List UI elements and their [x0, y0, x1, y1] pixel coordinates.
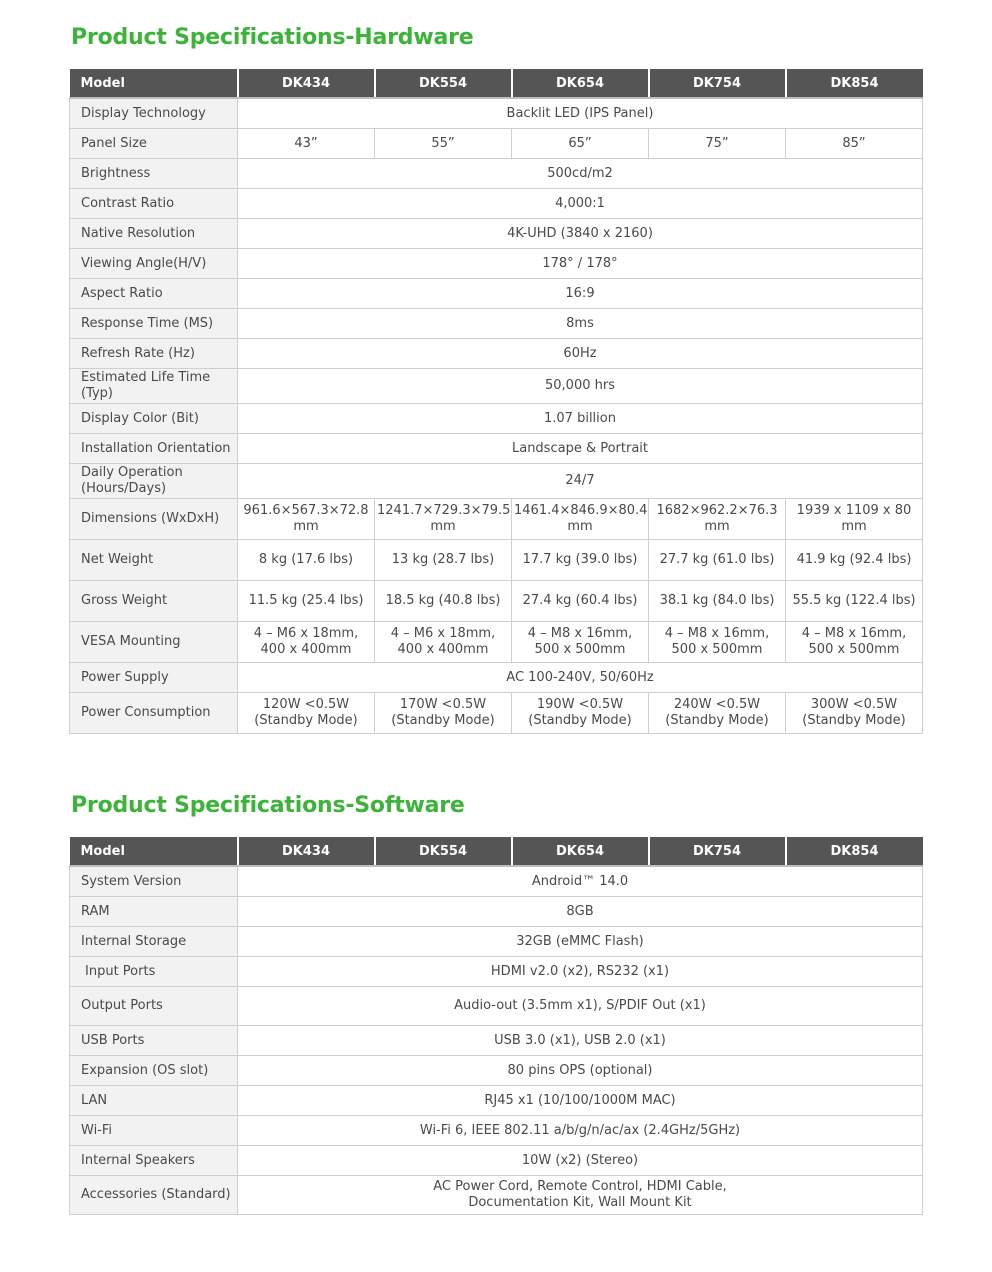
- cell-value: 18.5 kg (40.8 lbs): [375, 581, 512, 622]
- table-row: [70, 957, 923, 987]
- table-row: [70, 1086, 923, 1116]
- row-label: Installation Orientation: [70, 434, 238, 464]
- table-row: [70, 663, 923, 693]
- row-label: RAM: [70, 897, 238, 927]
- table-row: [70, 1146, 923, 1176]
- table-row: [70, 581, 923, 622]
- row-value: HDMI v2.0 (x2), RS232 (x1): [238, 957, 923, 987]
- row-value: 1.07 billion: [238, 404, 923, 434]
- header-dk654: DK654: [512, 837, 649, 866]
- cell-value: 1241.7×729.3×79.5 mm: [375, 499, 512, 540]
- header-model: Model: [70, 69, 238, 98]
- table-row: [70, 897, 923, 927]
- row-label: USB Ports: [70, 1026, 238, 1056]
- row-value: 60Hz: [238, 339, 923, 369]
- row-value: 8ms: [238, 309, 923, 339]
- table-row: [70, 1056, 923, 1086]
- cell-value: 4 – M8 x 16mm, 500 x 500mm: [786, 622, 923, 663]
- header-model: Model: [70, 837, 238, 866]
- row-label: Refresh Rate (Hz): [70, 339, 238, 369]
- row-label: Internal Storage: [70, 927, 238, 957]
- table-row: [70, 1116, 923, 1146]
- cell-value: 27.7 kg (61.0 lbs): [649, 540, 786, 581]
- row-value: 10W (x2) (Stereo): [238, 1146, 923, 1176]
- table-row: [70, 249, 923, 279]
- row-label: Expansion (OS slot): [70, 1056, 238, 1086]
- table-row: [70, 1026, 923, 1056]
- row-value: Wi-Fi 6, IEEE 802.11 a/b/g/n/ac/ax (2.4GHz/5GHz): [238, 1116, 923, 1146]
- row-label: VESA Mounting: [70, 622, 238, 663]
- row-label: Contrast Ratio: [70, 189, 238, 219]
- header-dk434: DK434: [238, 69, 375, 98]
- cell-value: 961.6×567.3×72.8 mm: [238, 499, 375, 540]
- row-value: AC Power Cord, Remote Control, HDMI Cable, Documentation Kit, Wall Mount Kit: [238, 1176, 923, 1215]
- table-row: [70, 369, 923, 404]
- table-row: [70, 866, 923, 897]
- header-dk654: DK654: [512, 69, 649, 98]
- header-dk854: DK854: [786, 837, 923, 866]
- table-row: [70, 464, 923, 499]
- row-label: Display Technology: [70, 98, 238, 129]
- row-label: Output Ports: [70, 987, 238, 1026]
- row-label: Native Resolution: [70, 219, 238, 249]
- table-row: [70, 279, 923, 309]
- header-dk754: DK754: [649, 837, 786, 866]
- cell-value: 13 kg (28.7 lbs): [375, 540, 512, 581]
- cell-value: 43”: [238, 129, 375, 159]
- cell-value: 8 kg (17.6 lbs): [238, 540, 375, 581]
- hardware-table-header: [70, 69, 923, 98]
- row-value: RJ45 x1 (10/100/1000M MAC): [238, 1086, 923, 1116]
- row-label: Dimensions (WxDxH): [70, 499, 238, 540]
- cell-value: 4 – M8 x 16mm, 500 x 500mm: [512, 622, 649, 663]
- row-label: Input Ports: [70, 957, 238, 987]
- header-dk754: DK754: [649, 69, 786, 98]
- cell-value: 240W <0.5W (Standby Mode): [649, 693, 786, 734]
- cell-value: 55.5 kg (122.4 lbs): [786, 581, 923, 622]
- row-label: Panel Size: [70, 129, 238, 159]
- cell-value: 1682×962.2×76.3 mm: [649, 499, 786, 540]
- table-row: [70, 129, 923, 159]
- row-value: Landscape & Portrait: [238, 434, 923, 464]
- cell-value: 27.4 kg (60.4 lbs): [512, 581, 649, 622]
- cell-value: 1939 x 1109 x 80 mm: [786, 499, 923, 540]
- cell-value: 41.9 kg (92.4 lbs): [786, 540, 923, 581]
- row-label: Aspect Ratio: [70, 279, 238, 309]
- row-value: 50,000 hrs: [238, 369, 923, 404]
- table-row: [70, 159, 923, 189]
- row-label: Wi-Fi: [70, 1116, 238, 1146]
- row-label: Net Weight: [70, 540, 238, 581]
- row-value: AC 100-240V, 50/60Hz: [238, 663, 923, 693]
- software-section-title: Product Specifications-Software: [71, 793, 465, 818]
- row-value: 16:9: [238, 279, 923, 309]
- row-value: 24/7: [238, 464, 923, 499]
- row-label: Internal Speakers: [70, 1146, 238, 1176]
- table-row: [70, 693, 923, 734]
- cell-value: 4 – M6 x 18mm, 400 x 400mm: [375, 622, 512, 663]
- row-label: Gross Weight: [70, 581, 238, 622]
- row-value: 80 pins OPS (optional): [238, 1056, 923, 1086]
- row-label: Accessories (Standard): [70, 1176, 238, 1215]
- row-value: 8GB: [238, 897, 923, 927]
- row-value: Backlit LED (IPS Panel): [238, 98, 923, 129]
- row-label: Viewing Angle(H/V): [70, 249, 238, 279]
- table-row: [70, 309, 923, 339]
- table-row: [70, 927, 923, 957]
- cell-value: 300W <0.5W (Standby Mode): [786, 693, 923, 734]
- row-value: 178° / 178°: [238, 249, 923, 279]
- row-label: Response Time (MS): [70, 309, 238, 339]
- cell-value: 65”: [512, 129, 649, 159]
- cell-value: 4 – M8 x 16mm, 500 x 500mm: [649, 622, 786, 663]
- table-row: [70, 98, 923, 129]
- row-value: Audio-out (3.5mm x1), S/PDIF Out (x1): [238, 987, 923, 1026]
- row-value: Android™ 14.0: [238, 866, 923, 897]
- table-row: [70, 339, 923, 369]
- table-row: [70, 987, 923, 1026]
- cell-value: 38.1 kg (84.0 lbs): [649, 581, 786, 622]
- cell-value: 17.7 kg (39.0 lbs): [512, 540, 649, 581]
- row-label: Brightness: [70, 159, 238, 189]
- header-dk854: DK854: [786, 69, 923, 98]
- row-label: Power Consumption: [70, 693, 238, 734]
- row-value: 4,000:1: [238, 189, 923, 219]
- table-row: [70, 499, 923, 540]
- row-label: Display Color (Bit): [70, 404, 238, 434]
- header-dk554: DK554: [375, 69, 512, 98]
- row-value: 4K-UHD (3840 x 2160): [238, 219, 923, 249]
- table-row: [70, 219, 923, 249]
- row-label: Estimated Life Time (Typ): [70, 369, 238, 404]
- cell-value: 190W <0.5W (Standby Mode): [512, 693, 649, 734]
- table-row: [70, 434, 923, 464]
- table-row: [70, 1176, 923, 1215]
- cell-value: 11.5 kg (25.4 lbs): [238, 581, 375, 622]
- hardware-section-title: Product Specifications-Hardware: [71, 25, 474, 50]
- header-dk434: DK434: [238, 837, 375, 866]
- row-label: Power Supply: [70, 663, 238, 693]
- cell-value: 4 – M6 x 18mm, 400 x 400mm: [238, 622, 375, 663]
- header-dk554: DK554: [375, 837, 512, 866]
- row-label: LAN: [70, 1086, 238, 1116]
- cell-value: 1461.4×846.9×80.4 mm: [512, 499, 649, 540]
- hardware-spec-table: [69, 69, 923, 734]
- row-value: USB 3.0 (x1), USB 2.0 (x1): [238, 1026, 923, 1056]
- table-row: [70, 622, 923, 663]
- software-table-header: [70, 837, 923, 866]
- table-row: [70, 540, 923, 581]
- cell-value: 75”: [649, 129, 786, 159]
- table-row: [70, 189, 923, 219]
- table-row: [70, 404, 923, 434]
- row-value: 500cd/m2: [238, 159, 923, 189]
- cell-value: 170W <0.5W (Standby Mode): [375, 693, 512, 734]
- cell-value: 120W <0.5W (Standby Mode): [238, 693, 375, 734]
- row-value: 32GB (eMMC Flash): [238, 927, 923, 957]
- row-label: System Version: [70, 866, 238, 897]
- cell-value: 55”: [375, 129, 512, 159]
- software-spec-table: [69, 837, 923, 1215]
- row-label: Daily Operation (Hours/Days): [70, 464, 238, 499]
- cell-value: 85”: [786, 129, 923, 159]
